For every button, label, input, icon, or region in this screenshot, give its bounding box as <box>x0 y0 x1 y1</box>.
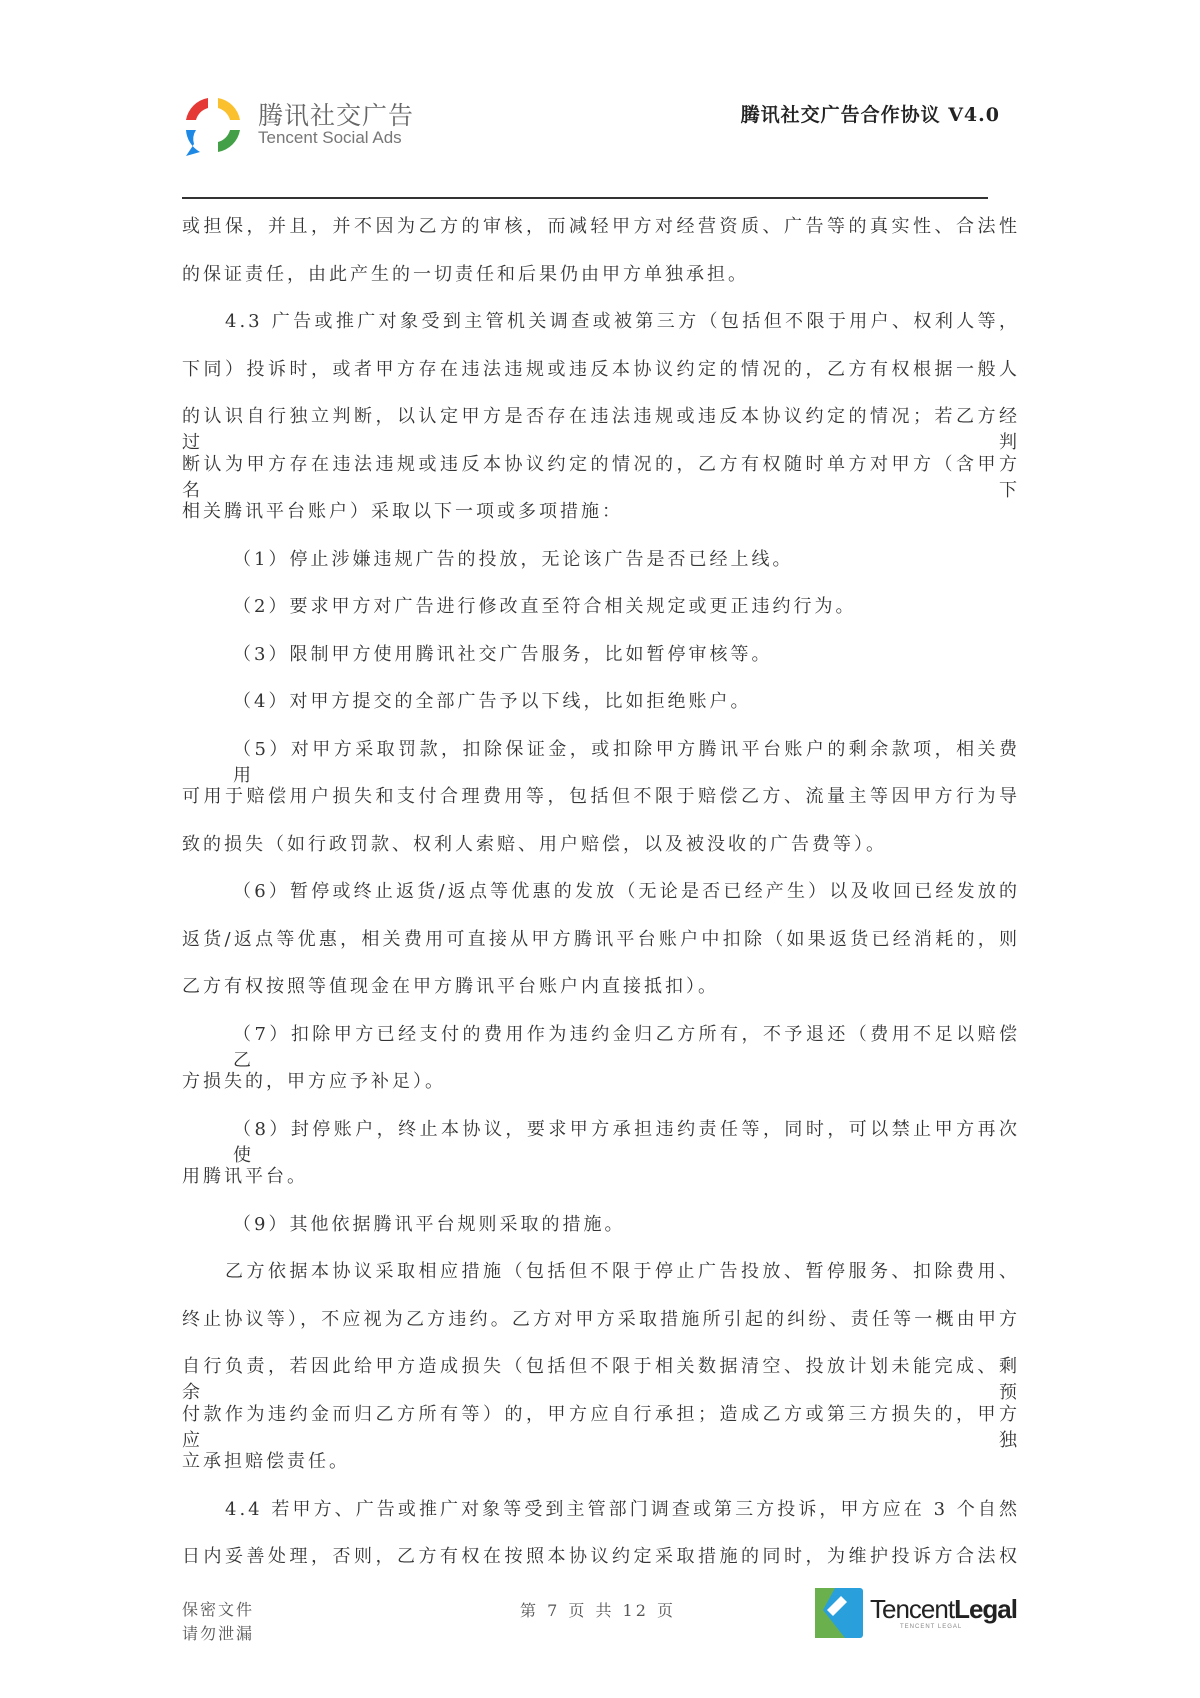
text-line: （9）其他依据腾讯平台规则采取的措施。 <box>233 1213 626 1235</box>
text-line: （2）要求甲方对广告进行修改直至符合相关规定或更正违约行为。 <box>233 596 857 617</box>
page-number: 第 7 页 共 12 页 <box>520 1601 676 1620</box>
text-line: （6）暂停或终止返货/返点等优惠的发放（无论是否已经产生）以及收回已经发放的 <box>233 881 1020 902</box>
text-line: （7）扣除甲方已经支付的费用作为违约金归乙方所有，不予退还（费用不足以赔偿乙 <box>233 1023 1020 1071</box>
text-line: 可用于赔偿用户损失和支付合理费用等，包括但不限于赔偿乙方、流量主等因甲方行为导 <box>182 786 1020 807</box>
tencent-social-ads-logo-icon <box>180 92 246 158</box>
text-line: （8）封停账户，终止本协议，要求甲方承担违约责任等，同时，可以禁止甲方再次使 <box>233 1118 1020 1166</box>
confidential-line-1: 保密文件 <box>182 1600 255 1619</box>
text-line: （5）对甲方采取罚款，扣除保证金，或扣除甲方腾讯平台账户的剩余款项，相关费用 <box>233 738 1020 786</box>
text-line: 致的损失（如行政罚款、权利人索赔、用户赔偿，以及被没收的广告费等）。 <box>182 833 887 855</box>
tencent-legal-logo-icon <box>815 1588 863 1638</box>
text-line: 立承担赔偿责任。 <box>182 1451 350 1472</box>
text-line: 付款作为违约金而归乙方所有等）的，甲方应自行承担；造成乙方或第三方损失的，甲方应独 <box>182 1403 1020 1451</box>
text-line: （1）停止涉嫌违规广告的投放，无论该广告是否已经上线。 <box>233 548 794 570</box>
text-line: 乙方有权按照等值现金在甲方腾讯平台账户内直接抵扣）。 <box>182 976 719 997</box>
legal-brand-subtitle: TENCENT LEGAL <box>900 1624 963 1630</box>
header-divider <box>182 197 988 199</box>
text-line: 自行负责，若因此给甲方造成损失（包括但不限于相关数据清空、投放计划未能完成、剩余预 <box>182 1356 1020 1403</box>
legal-brand-light: Tencent <box>870 1594 955 1624</box>
text-line: 的认识自行独立判断，以认定甲方是否存在违法违规或违反本协议约定的情况；若乙方经过判 <box>182 406 1020 453</box>
text-line: 日内妥善处理，否则，乙方有权在按照本协议约定采取措施的同时，为维护投诉方合法权 <box>182 1546 1020 1567</box>
tencent-legal-brand <box>870 1594 1017 1625</box>
confidential-line-2: 请勿泄漏 <box>182 1624 255 1643</box>
text-line: 用腾讯平台。 <box>182 1166 308 1187</box>
text-line: 断认为甲方存在违法违规或违反本协议约定的情况的，乙方有权随时单方对甲方（含甲方名下 <box>182 453 1020 501</box>
text-line: 的保证责任，由此产生的一切责任和后果仍由甲方单独承担。 <box>182 263 749 285</box>
brand-name-cn: 腾讯社交广告 <box>258 101 415 130</box>
text-line: 4.3 广告或推广对象受到主管机关调查或被第三方（包括但不限于用户、权利人等， <box>225 311 1020 332</box>
text-line: 或担保，并且，并不因为乙方的审核，而减轻甲方对经营资质、广告等的真实性、合法性 <box>182 216 1020 237</box>
text-line: （3）限制甲方使用腾讯社交广告服务，比如暂停审核等。 <box>233 643 773 665</box>
text-line: 返货/返点等优惠，相关费用可直接从甲方腾讯平台账户中扣除（如果返货已经消耗的，则 <box>182 928 1020 950</box>
text-line: 4.4 若甲方、广告或推广对象等受到主管部门调查或第三方投诉，甲方应在 3 个自然 <box>225 1498 1020 1520</box>
text-line: 方损失的，甲方应予补足）。 <box>182 1071 446 1092</box>
text-line: （4）对甲方提交的全部广告予以下线，比如拒绝账户。 <box>233 691 752 712</box>
text-line: 相关腾讯平台账户）采取以下一项或多项措施： <box>182 501 623 522</box>
legal-brand-bold: Legal <box>954 1594 1017 1624</box>
brand-name-en: Tencent Social Ads <box>258 128 402 147</box>
confidential-notice <box>182 1598 254 1646</box>
text-line: 下同）投诉时，或者甲方存在违法违规或违反本协议约定的情况的，乙方有权根据一般人 <box>182 358 1020 380</box>
document-title: 腾讯社交广告合作协议 V4.0 <box>740 104 1000 126</box>
text-line: 终止协议等），不应视为乙方违约。乙方对甲方采取措施所引起的纠纷、责任等一概由甲方 <box>182 1308 1020 1330</box>
text-line: 乙方依据本协议采取相应措施（包括但不限于停止广告投放、暂停服务、扣除费用、 <box>225 1261 1020 1282</box>
